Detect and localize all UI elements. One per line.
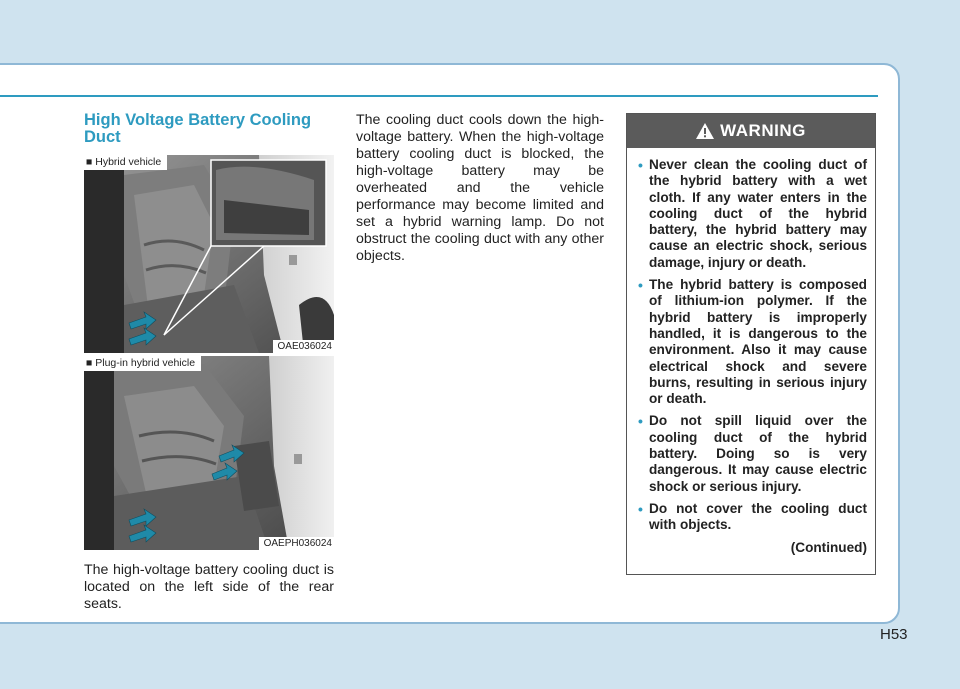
- warning-item: • The hybrid battery is composed of lithium-ion polymer. If the hybrid battery is improperly handled, it is dangerous to the environment. Also it may cause electrical shock and severe burns, resulting in serious injury or death.: [638, 277, 867, 407]
- bullet-icon: •: [638, 277, 643, 294]
- warning-box: [626, 113, 876, 575]
- warning-title: WARNING: [720, 121, 806, 140]
- continued-label: (Continued): [790, 539, 867, 555]
- warning-item: • Never clean the cooling duct of the hybrid battery with a wet cloth. If any water enters in the cooling duct of the hybrid battery, the hybrid battery may cause an electric shock, serious damage, injury or death.: [638, 157, 867, 270]
- figure-label: ■ Plug-in hybrid vehicle: [84, 356, 201, 371]
- header-rule: [0, 95, 878, 97]
- page-number: H53: [880, 626, 908, 643]
- figure-code: OAEPH036024: [259, 537, 334, 550]
- warning-triangle-icon: [696, 123, 714, 139]
- figure-label: ■ Hybrid vehicle: [84, 155, 167, 170]
- warning-header: [627, 114, 875, 148]
- bullet-icon: •: [638, 500, 643, 517]
- figure-hybrid-vehicle: [84, 155, 334, 353]
- warning-list: [627, 148, 875, 534]
- cooling-duct-description: The cooling duct cools down the high-voltage battery. When the high-voltage battery cooling duct is blocked, the high-voltage battery may be overheated and the vehicle performance may become limited and set a hybrid warning lamp. Do not obstruct the cooling duct with any other objects.: [356, 112, 604, 264]
- rear-seat-photo: [84, 155, 334, 353]
- section-title: High Voltage Battery Cooling Duct: [84, 111, 312, 146]
- rear-seat-photo: [84, 356, 334, 550]
- bullet-icon: •: [638, 157, 643, 173]
- bullet-icon: •: [638, 413, 643, 430]
- warning-item: • Do not spill liquid over the cooling duct of the hybrid battery. Doing so is very dangerous. It may cause electric shock or serious injury.: [638, 413, 867, 494]
- figure-plug-in-hybrid-vehicle: [84, 356, 334, 550]
- figure-caption: The high-voltage battery cooling duct is located on the left side of the rear seats.: [84, 562, 334, 612]
- figure-code: OAE036024: [273, 340, 335, 353]
- warning-item: • Do not cover the cooling duct with objects.: [638, 500, 867, 533]
